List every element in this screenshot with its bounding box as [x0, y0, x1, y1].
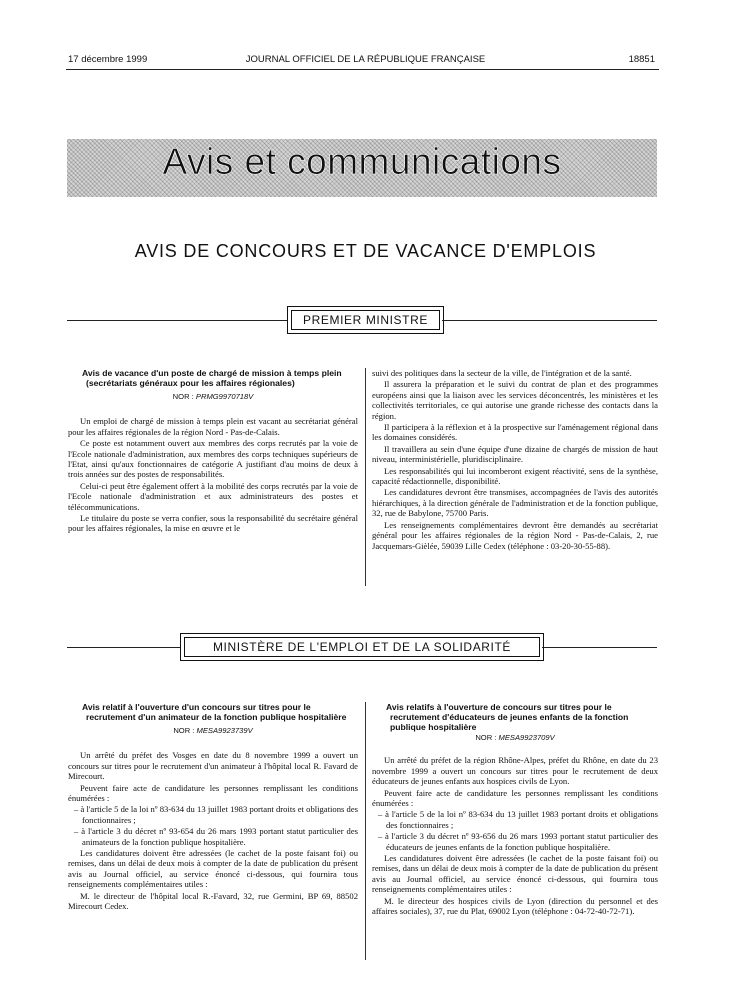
condition-item: – à l'article 3 du décret nº 93-654 du 26 mars 1993 portant statut particulier des animateurs de la fonction publique hospitalière. — [74, 826, 358, 847]
paragraph: M. le directeur des hospices civils de Lyon (direction du personnel et des affaires sociales), 37, rue du Plat, 69002 Lyon (téléphone : 04-72-40-72-71). — [372, 895, 658, 917]
ministry-rule-right — [542, 647, 657, 648]
article-vacancy-col2 — [372, 368, 658, 552]
article-educateurs — [372, 702, 658, 918]
paragraph: Celui-ci peut être également offert à la mobilité des corps recrutés par la voie de l'Ecole nationale d'administration et aux administrateurs des postes et télécommunications. — [68, 480, 358, 512]
condition-item: – à l'article 5 de la loi nº 83-634 du 13 juillet 1983 portant droits et obligations des fonctionnaires ; — [74, 804, 358, 825]
header-journal-title: JOURNAL OFFICIEL DE LA RÉPUBLIQUE FRANÇAISE — [245, 54, 486, 65]
article-title: Avis relatifs à l'ouverture de concours sur titres pour le recrutement d'éducateurs de jeunes enfants de la fonction publique hospitalière — [386, 702, 629, 732]
paragraph: Un emploi de chargé de mission à temps plein est vacant au secrétariat général pour les affaires régionales de la région Nord - Pas-de-Calais. — [68, 416, 358, 437]
article-title: Avis relatif à l'ouverture d'un concours sur titres pour le recrutement d'un animateur de la fonction publique hospitalière — [82, 702, 347, 722]
article-animateur — [68, 702, 358, 913]
paragraph: M. le directeur de l'hôpital local R.-Favard, 32, rue Germini, BP 69, 88502 Mirecourt Cedex. — [68, 890, 358, 912]
column-rule — [365, 368, 366, 586]
paragraph: Les responsabilités qui lui incomberont exigent réactivité, sens de la synthèse, capacité rédactionnelle, disponibilité. — [372, 465, 658, 487]
banner-title: Avis et communications — [162, 141, 562, 182]
paragraph: Ce poste est notamment ouvert aux membres des corps recrutés par la voie de l'Ecole nationale d'administration, aux membres des corps techniques supérieurs de l'Etat, ainsi qu'aux fonctionnaires de catégorie A justifiant d'au moins de deux à trois années sur des postes de responsabilités. — [68, 438, 358, 480]
paragraph: Un arrêté du préfet de la région Rhône-Alpes, préfet du Rhône, en date du 23 novembre 1999 a ouvert un concours sur titres pour le recrutement de deux éducateurs de jeunes enfants aux hospices civils de Lyon. — [372, 755, 658, 787]
paragraph: Les candidatures doivent être adressées (le cachet de la poste faisant foi) ou remises, dans un délai de deux mois à compter de la date de publication du présent avis au Journal officiel, au service énoncé ci-dessous, qui fournira tous renseignements complémentaires utiles : — [372, 853, 658, 895]
ministry-rule-left — [67, 647, 180, 648]
header-page-number: 18851 — [628, 54, 655, 65]
column-rule — [365, 702, 366, 960]
paragraph: Il assurera la préparation et le suivi du contrat de plan et des programmes européens ainsi que la liaison avec les services déconcentrés, les ministères et les collectivités territoriales, ce qui autorise une grande richesse des contacts dans la région. — [372, 379, 658, 421]
article-title: Avis de vacance d'un poste de chargé de mission à temps plein (secrétariats généraux pour les affaires régionales) — [82, 368, 342, 388]
header-rule — [66, 69, 659, 70]
ministry-name: MINISTÈRE DE L'EMPLOI ET DE LA SOLIDARITÉ — [212, 640, 512, 654]
paragraph: Il participera à la réflexion et à la prospective sur l'aménagement régional dans les domaines considérés. — [372, 422, 658, 443]
paragraph: Les candidatures doivent être adressées (le cachet de la poste faisant foi) ou remises, dans un délai de deux mois à compter de la date de publication du présent avis au Journal officiel, au service énoncé ci-dessous, qui fournira tous renseignements complémentaires utiles : — [68, 848, 358, 890]
header-date: 17 décembre 1999 — [68, 54, 148, 65]
ministry-rule-right — [442, 320, 657, 321]
paragraph: Peuvent faire acte de candidature les personnes remplissant les conditions énumérées : — [372, 787, 658, 809]
paragraph: Les candidatures devront être transmises, accompagnées de l'avis des autorités hiérarchiques, à la direction générale de l'administration et de la fonction publique, 32, rue de Babylone, 75700 Paris. — [372, 487, 658, 519]
paragraph: Le titulaire du poste se verra confier, sous la responsabilité du secrétaire général pour les affaires régionales, la mise en œuvre et le — [68, 513, 358, 534]
ministry-box — [287, 306, 444, 334]
section-banner — [67, 139, 657, 197]
ministry-box — [180, 633, 544, 661]
paragraph: Il travaillera au sein d'une équipe d'une dizaine de chargés de mission de haut niveau, interministérielle, pluridisciplinaire. — [372, 443, 658, 465]
section-title: AVIS DE CONCOURS ET DE VACANCE D'EMPLOIS — [134, 241, 597, 261]
paragraph: Peuvent faire acte de candidature les personnes remplissant les conditions énumérées : — [68, 782, 358, 804]
ministry-name: PREMIER MINISTRE — [303, 313, 428, 327]
condition-item: – à l'article 3 du décret nº 93-656 du 26 mars 1993 portant statut particulier des éducateurs de jeunes enfants de la fonction publique hospitalière. — [378, 831, 658, 852]
condition-item: – à l'article 5 de la loi nº 83-634 du 13 juillet 1983 portant droits et obligations des fonctionnaires ; — [378, 809, 658, 830]
paragraph: Un arrêté du préfet des Vosges en date du 8 novembre 1999 a ouvert un concours sur titres pour le recrutement d'un animateur à l'hôpital local R. Favard de Mirecourt. — [68, 750, 358, 782]
nor-reference: NOR : PRMG9970718V — [172, 392, 254, 401]
paragraph: Les renseignements complémentaires devront être demandés au secrétariat général pour les affaires régionales de la région Nord - Pas-de-Calais, 2, rue Jacquemars-Gièlée, 59039 Lille Cedex (téléphone : 03-20-30-55-88). — [372, 519, 658, 551]
ministry-rule-left — [67, 320, 287, 321]
nor-reference: NOR : MESA9923739V — [173, 726, 253, 735]
article-vacancy-col1 — [68, 368, 358, 535]
nor-reference: NOR : MESA9923709V — [475, 733, 555, 742]
paragraph: suivi des politiques dans la secteur de la ville, de l'intégration et de la santé. — [372, 368, 632, 378]
